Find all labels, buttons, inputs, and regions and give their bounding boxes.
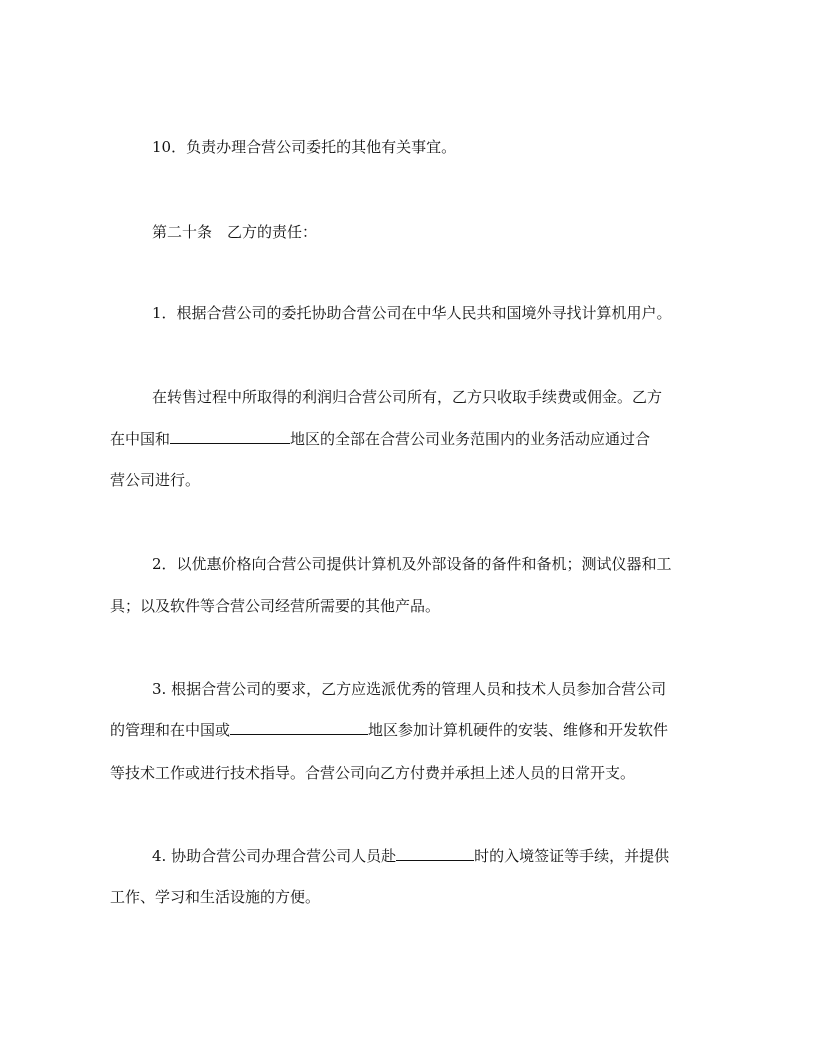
para-resale-line-2 [110,429,650,449]
item-1: 1．根据合营公司的委托协助合营公司在中华人民共和国境外寻找计算机用户。 [152,304,672,322]
item-4-line-2: 工作、学习和生活设施的方便。 [110,888,321,906]
para-resale-line-1: 在转售过程中所取得的利润归合营公司所有，乙方只收取手续费或佣金。乙方 [152,388,663,406]
para-resale-line-2-start: 在中国和 [110,430,171,448]
destination-blank [396,846,474,861]
item-4-line-1 [152,846,669,866]
item-4-line-1-start: 4. 协助合营公司办理合营公司人员赴 [152,847,397,865]
region-blank-2 [230,720,368,735]
item-2-line-2: 具；以及软件等合营公司经营所需要的其他产品。 [110,597,441,615]
region-blank-1 [170,429,290,444]
para-resale-line-2-end: 地区的全部在合营公司业务范围内的业务活动应通过合 [290,430,651,448]
item-2-line-1: 2．以优惠价格向合营公司提供计算机及外部设备的备件和备机；测试仪器和工 [152,555,672,573]
item-3-line-3: 等技术工作或进行技术指导。合营公司向乙方付费并承担上述人员的日常开支。 [110,764,636,782]
item-3-line-1: 3. 根据合营公司的要求，乙方应选派优秀的管理人员和技术人员参加合营公司 [152,680,667,698]
item-4-line-1-end: 时的入境签证等手续，并提供 [474,847,670,865]
article-20-title: 第二十条 乙方的责任： [152,223,318,241]
item-3-line-2-start: 的管理和在中国或 [110,721,231,739]
item-3-line-2 [110,720,668,740]
item-3-line-2-end: 地区参加计算机硬件的安装、维修和开发软件 [368,721,669,739]
para-resale-line-3: 营公司进行。 [110,471,201,489]
item-10: 10．负责办理合营公司委托的其他有关事宜。 [152,138,457,156]
